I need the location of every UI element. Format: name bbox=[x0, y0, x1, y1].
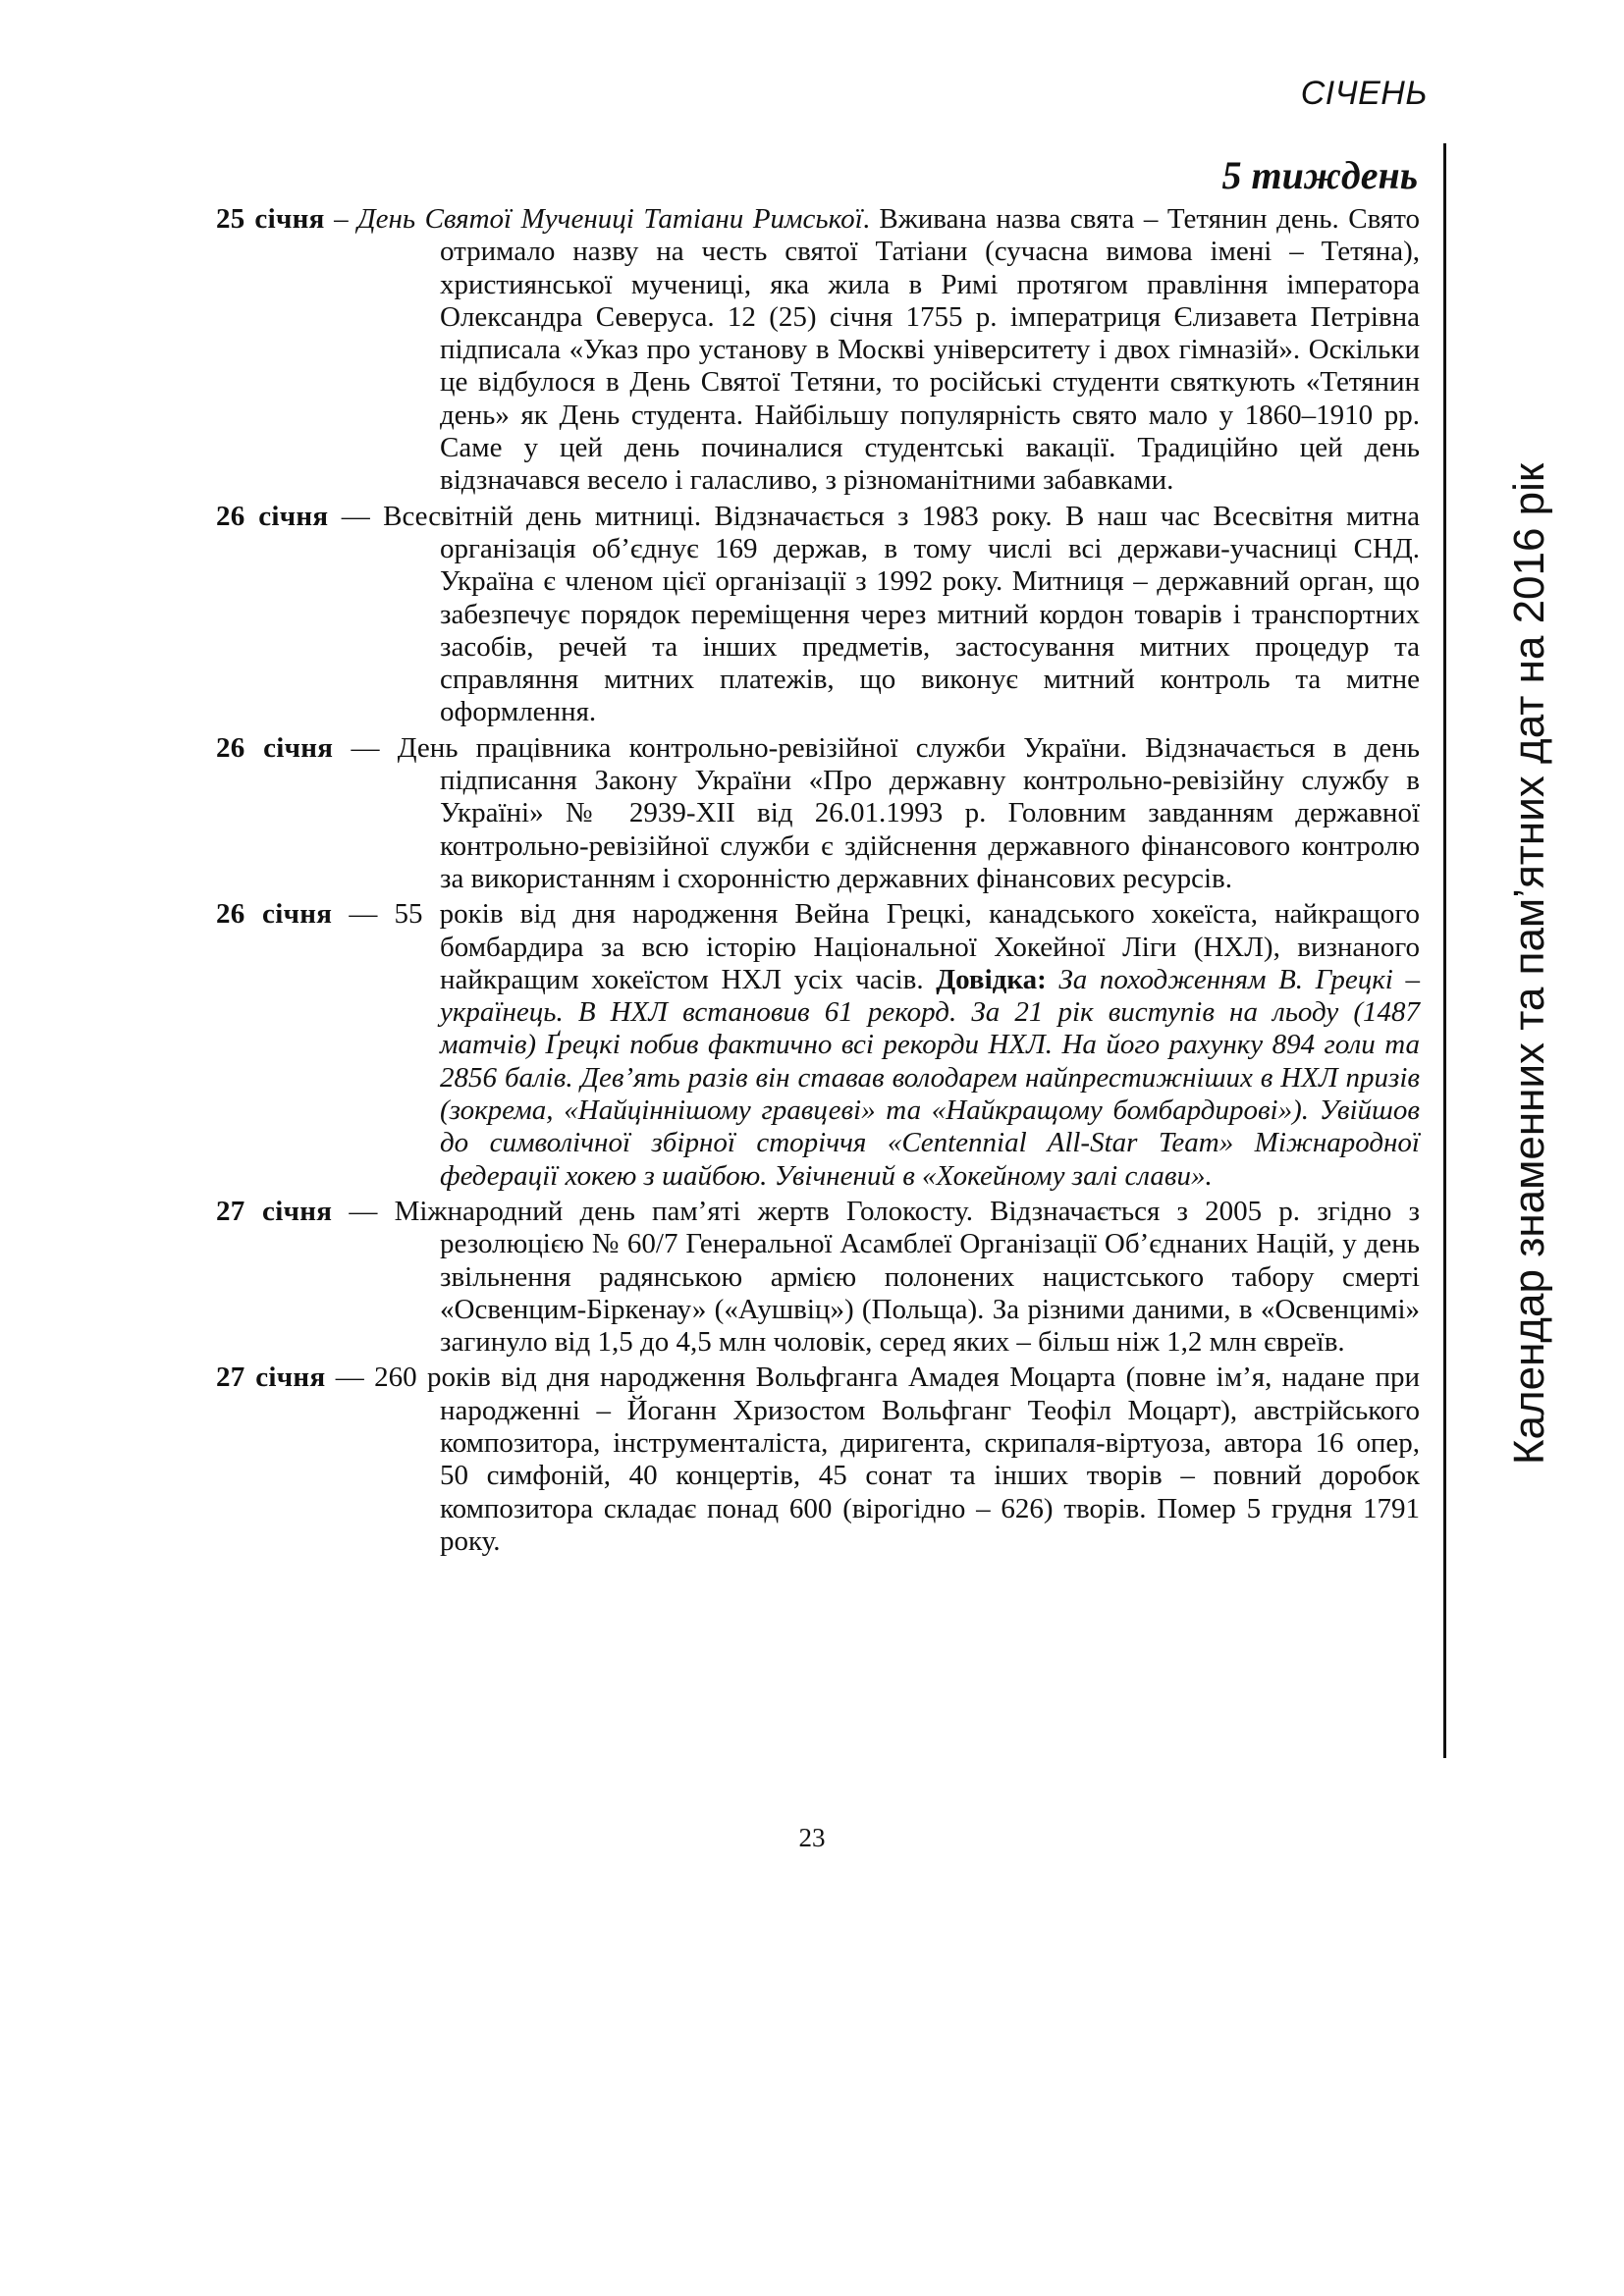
entry bbox=[216, 1196, 1420, 1359]
entry bbox=[216, 732, 1420, 895]
entry-text: Всесвітній день митниці. Відзначається з 1983 року. В наш час Всесвітня митна організація об’єднує 169 держав, в тому числі всі держави-учасниці СНД. Україна є членом цієї організації з 1992 року. Митниця – державний орган, що забезпечує порядок переміщення через митний кордон товарів і транспортних засобів, речей та інших предметів, застосування митних процедур та справляння митних платежів, що виконує митний контроль та митне оформлення. bbox=[383, 500, 1420, 728]
entry-separator: — bbox=[328, 500, 384, 532]
running-header-month: СІЧЕНЬ bbox=[1300, 75, 1428, 112]
entry-separator: — bbox=[332, 1195, 395, 1227]
week-heading: 5 тиждень bbox=[1221, 153, 1418, 197]
entry-text: Міжнародний день пам’яті жертв Голокосту. Відзначається з 2005 р. згідно з резолюцією № 60/7 Генеральної Асамблеї Організації Об’єднаних Націй, у день звільнення радянською армією полонених нацистського табору смерті «Освенцим-Біркенау» («Аушвіц») (Польща). За різними даними, в «Освенцимі» загинуло від 1,5 до 4,5 млн чоловік, серед яких – більш ніж 1,2 млн євреїв. bbox=[394, 1195, 1420, 1359]
page-number: 23 bbox=[798, 1823, 826, 1852]
entry-date: 26 січня bbox=[216, 500, 329, 532]
reference-label: Довідка: bbox=[936, 963, 1047, 995]
entry-text: 260 років від дня народження Вольфганга Амадея Моцарта (повне ім’я, надане при народженні – Йоганн Хризостом Вольфганг Теофіл Моцарт), австрійського композитора, інструменталіста, диригента, скрипаля-віртуоза, автора 16 опер, 50 симфоній, 40 концертів, 45 сонат та інших творів – повний доробок композитора складає понад 600 (вірогідно – 626) творів. Помер 5 грудня 1791 року. bbox=[374, 1362, 1420, 1557]
entry-text: 55 років від дня народження Вейна Грецкі, канадського хокеїста, найкращого бомбардира за всю історію Національної Хокейної Ліги (НХЛ), визнаного найкращим хокеїстом НХЛ усіх часів. bbox=[394, 898, 1420, 995]
entry bbox=[216, 898, 1420, 1193]
entry-date: 26 січня bbox=[216, 898, 333, 931]
entry-holiday-title: День Святої Мучениці Татіани Римської bbox=[357, 203, 863, 235]
entry-separator: — bbox=[332, 898, 395, 931]
entry-separator: — bbox=[325, 1362, 375, 1394]
entry bbox=[216, 501, 1420, 729]
entry-date: 27 січня bbox=[216, 1195, 333, 1227]
entry-separator: – bbox=[324, 203, 358, 235]
entry-date: 25 січня bbox=[216, 203, 325, 235]
entry bbox=[216, 203, 1420, 498]
reference-note: За походженням В. Грецкі – українець. В НХЛ встановив 61 рекорд. За 21 рік виступів на льоду (1487 матчів) Ґрецкі побив фактично всі рекорди НХЛ. На його рахунку 894 голи та 2856 балів. Дев’ять разів він ставав володарем найпрестижніших в НХЛ призів (зокрема, «Найціннішому гравцеві» та «Найкращому бомбардирові»). Увійшов до символічної збірної сторіччя «Centennial All-Star Team» Міжнародної федерації хокею з шайбою. Увічнений в «Хокейному залі слави». bbox=[440, 963, 1420, 1192]
entry-text: . Вживана назва свята – Тетянин день. Свято отримало назву на честь святої Татіани (сучасна вимова імені – Тетяна), християнської мучениці, яка жила в Римі протягом правління імператора Олександра Северуса. 12 (25) січня 1755 р. імператриця Єлизавета Петрівна підписала «Указ про установу в Москві університету і двох гімназій». Оскільки це відбулося в День Святої Тетяни, то російські студенти святкують «Тетянин день» як День студента. Найбільшу популярність свято мало у 1860–1910 рр. Саме у цей день починалися студентські вакації. Традиційно цей день відзначався весело і галасливо, з різноманітними забавками. bbox=[440, 203, 1421, 497]
entries-list bbox=[216, 203, 1420, 1561]
entry-separator: — bbox=[333, 731, 398, 764]
entry-text: День працівника контрольно-ревізійної служби України. Відзначається в день підписання Закону України «Про державну контрольно-ревізійну службу в Україні» № 2939-ХІІ від 26.01.1993 р. Головним завданням державної контрольно-ревізійної служби є здійснення державного фінансового контролю за використанням і схоронністю державних фінансових ресурсів. bbox=[397, 731, 1420, 894]
entry bbox=[216, 1362, 1420, 1558]
entry-date: 27 січня bbox=[216, 1362, 326, 1394]
vertical-rule bbox=[1443, 143, 1446, 1758]
entry-date: 26 січня bbox=[216, 731, 334, 764]
side-title: Календар знаменних та пам’ятних дат на 2016 рік bbox=[1505, 462, 1553, 1466]
